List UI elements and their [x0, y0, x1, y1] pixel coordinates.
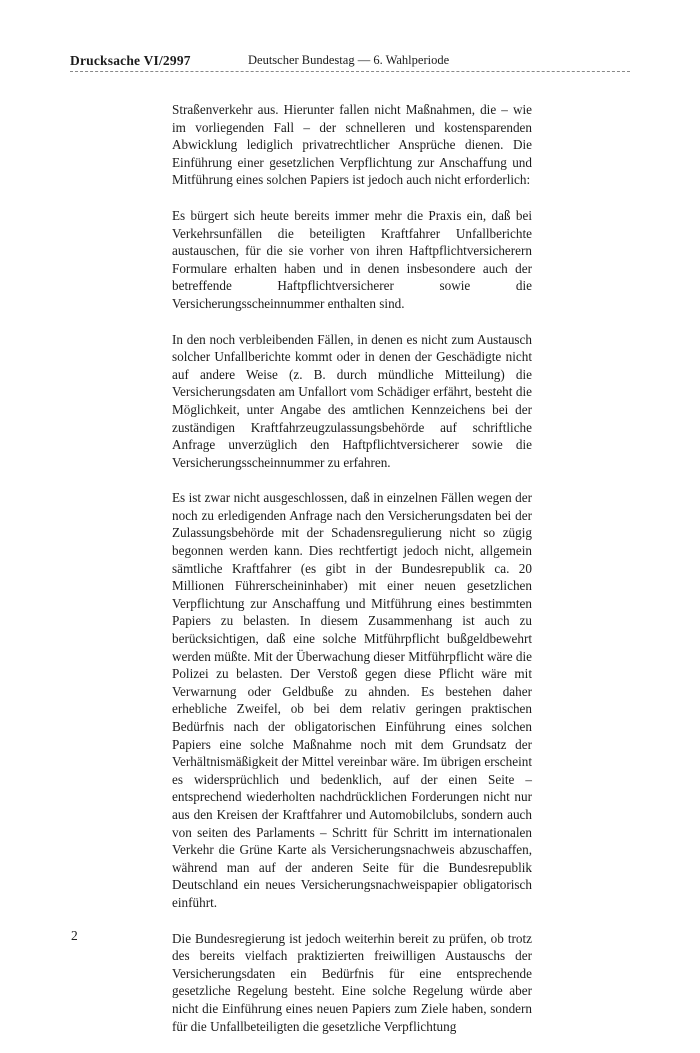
paragraph: Es ist zwar nicht ausgeschlossen, daß in einzelnen Fällen wegen der noch zu erledigenden Anfrage nach den Versicherungsdaten bei der Zulassungsbehörde mit der Schadensregulierung nicht so zügig begonnen werden kann. Dies rechtfertigt jedoch nicht, allgemein sämtliche Kraftfahrer (es gibt in der Bundesrepublik ca. 20 Millionen Führerscheininhaber) mit einer neuen gesetzlichen Verpflichtung zur Anschaffung und Mitführung eines bestimmten Papiers zu belasten. In diesem Zusammenhang ist auch zu berücksichtigen, daß eine solche Mitführpflicht bußgeldbewehrt werden müßte. Mit der Überwachung dieser Mitführpflicht wäre die Polizei zu belasten. Der Verstoß gegen diese Pflicht wäre mit Verwarnung oder Geldbuße zu ahnden. Es bestehen daher erhebliche Zweifel, ob bei dem relativ geringen praktischen Bedürfnis nach der obligatorischen Einführung eines solchen Papiers eine solche Maßnahme noch mit dem Grundsatz der Verhältnismäßigkeit der Mittel vereinbar wäre. Im übrigen erscheint es widersprüchlich und bedenklich, auf der einen Seite – entsprechend wiederholten nachdrücklichen Forderungen nicht nur aus den Kreisen der Kraftfahrer und Automobilclubs, sondern auch von seiten des Parlaments – Schritt für Schritt im internationalen Verkehr die Grüne Karte als Versicherungsnachweis abzuschaffen, während man auf der anderen Seite für die Bundesrepublik Deutschland ein neues Versicherungsnachweispapier obligatorisch einführt.: [172, 490, 532, 910]
page-number: 2: [71, 928, 78, 943]
page-header: [70, 53, 630, 73]
paragraph: In den noch verbleibenden Fällen, in denen es nicht zum Austausch solcher Unfallberichte kommt oder in denen der Geschädigte nicht auf andere Weise (z. B. durch mündliche Mitteilung) die Versicherungsdaten am Unfallort vom Schädiger erfährt, besteht die Möglichkeit, unter Angabe des amtlichen Kennzeichens bei der zuständigen Kraftfahrzeugzulassungsbehörde auf schriftliche Anfrage unverzüglich den Haftpflichtversicherer sowie die Versicherungsscheinnummer zu erfahren.: [172, 331, 532, 470]
paragraph: Die Bundesregierung ist jedoch weiterhin bereit zu prüfen, ob trotz des bereits vielfach praktizierten freiwilligen Austauschs der Versicherungsdaten ein Bedürfnis für eine entsprechende gesetzliche Regelung besteht. Eine solche Regelung würde aber nicht die Einführung eines neuen Papiers zum Ziele haben, sondern für die Unfallbeteiligten die gesetzliche Verpflichtung: [172, 930, 532, 1034]
header-rule: [70, 71, 630, 72]
header-title: Deutscher Bundestag — 6. Wahlperiode: [248, 53, 450, 67]
document-number: Drucksache VI/2997: [70, 53, 191, 68]
paragraph: Straßenverkehr aus. Hierunter fallen nicht Maßnahmen, die – wie im vorliegenden Fall – der schnelleren und kostensparenden Abwicklung lediglich privatrechtlicher Ansprüche dienen. Die Einführung einer gesetzlichen Verpflichtung zur Anschaffung und Mitführung eines solchen Papiers ist jedoch auch nicht erforderlich:: [172, 102, 532, 188]
paragraph: Es bürgert sich heute bereits immer mehr die Praxis ein, daß bei Verkehrsunfällen die beteiligten Kraftfahrer Unfallberichte austauschen, für die sie vorher von ihren Haftpflichtversicherern Formulare erhalten haben und in denen insbesondere auch der betreffende Haftpflichtversicherer sowie die Versicherungsscheinnummer enthalten sind.: [172, 207, 532, 311]
main-text: [172, 101, 532, 1053]
